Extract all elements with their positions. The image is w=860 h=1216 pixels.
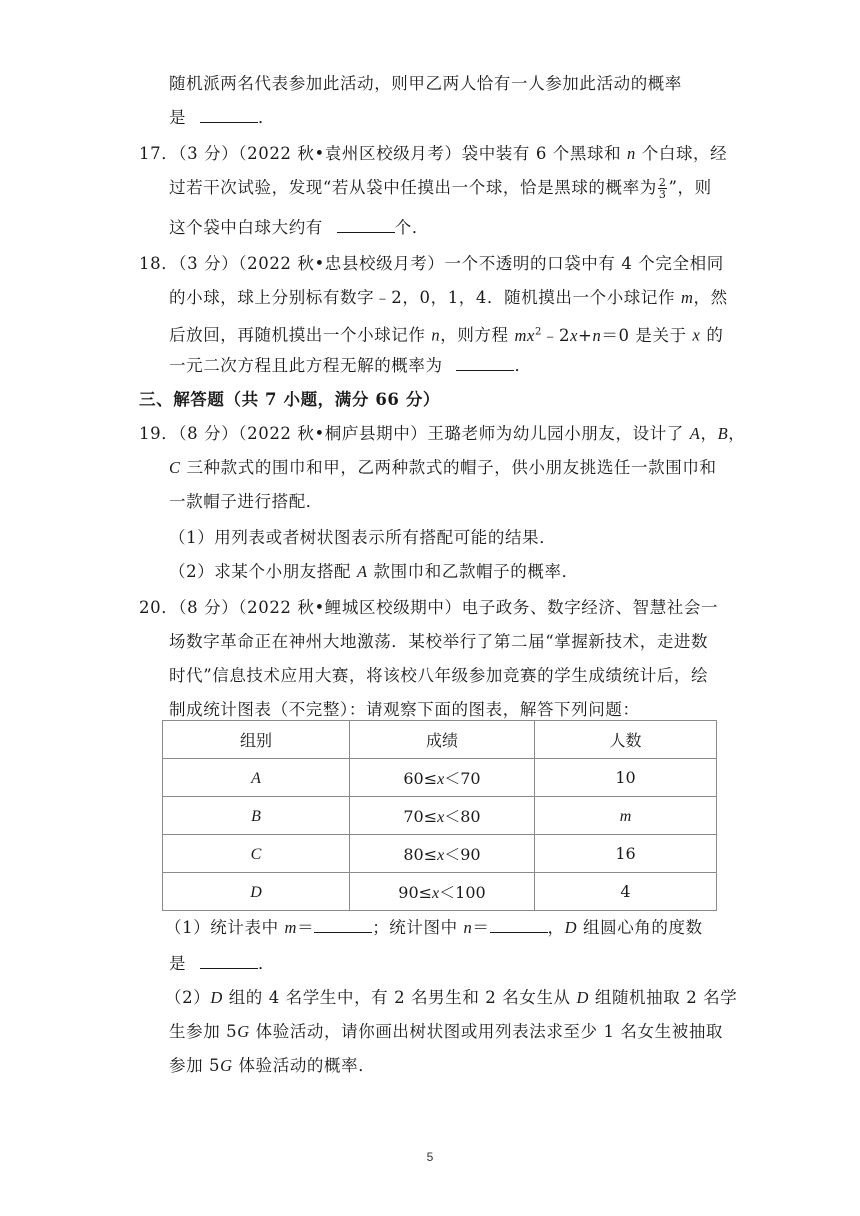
q16-line-2-prefix: 是 <box>169 108 187 127</box>
group-label: A <box>251 769 261 787</box>
q19-sub-2-a: A <box>356 562 368 581</box>
table-cell-count: 4 <box>535 873 717 911</box>
q17-var-n: n <box>627 144 636 163</box>
group-label: D <box>250 883 262 901</box>
q17-frac-denominator: 3 <box>658 188 667 201</box>
q17-line-2 <box>169 176 712 200</box>
q19-line-3: 一款帽子进行搭配． <box>169 492 323 511</box>
q18-line-4-suffix: ． <box>514 356 532 375</box>
q20-sub-1-line-2-prefix: 是 <box>169 954 187 973</box>
q20-sub-2-suffix: 组随机抽取 2 名学 <box>589 988 738 1007</box>
q18-eq-rest-b: + <box>578 325 593 345</box>
q20-sub-2-line-3 <box>169 1054 375 1078</box>
q18-line-3-mid: ，则方程 <box>440 325 515 345</box>
q18-eq-var-x: x <box>692 325 701 345</box>
q20-sub-2-line-2-a: 生参加 5 <box>169 1022 238 1041</box>
table-row <box>163 759 717 797</box>
q18-eq-rest-a: ﹣2 <box>541 325 571 345</box>
q16-line-2 <box>169 106 275 130</box>
range-lo: 60≤ <box>403 769 438 788</box>
q18-line-2 <box>169 286 728 310</box>
q20-sub-2-line-3-b: 体验活动的概率． <box>232 1056 376 1075</box>
q17-answer-blank <box>337 216 395 233</box>
table-cell-range <box>350 873 535 911</box>
range-var: x <box>437 847 445 864</box>
q20-sub-2-prefix: （2） <box>165 988 211 1007</box>
q20-sub-2-line-2-g: G <box>237 1022 250 1041</box>
q20-angle-blank <box>200 952 258 969</box>
q16-line-1: 随机派两名代表参加此活动，则甲乙两人恰有一人参加此活动的概率 <box>169 74 682 93</box>
table-cell-count <box>535 797 717 835</box>
table-cell-group <box>163 797 350 835</box>
q20-sub-1-comma: ， <box>547 918 565 937</box>
q18-line-3 <box>169 320 723 348</box>
q20-sub-1-line-2 <box>169 952 275 976</box>
page-number: 5 <box>426 1150 434 1164</box>
table-cell-group <box>163 873 350 911</box>
table-cell-count: 10 <box>535 759 717 797</box>
q18-line-4 <box>169 354 532 378</box>
count-var-m: m <box>619 807 632 825</box>
q17-line-3 <box>169 216 429 240</box>
q20-sub-1-d: D <box>564 918 578 937</box>
q18-eq-n: n <box>592 325 602 345</box>
q17-line-2-prefix: 过若干次试验，发现“若从袋中任摸出一个球，恰是黑球的概率为 <box>169 178 657 197</box>
q19-option-c: C <box>169 458 181 477</box>
table-header-score: 成绩 <box>350 721 535 759</box>
q20-line-4: 制成统计图表（不完整）：请观察下面的图表，解答下列问题： <box>169 700 640 719</box>
table-row <box>163 797 717 835</box>
q20-sub-1-eq-2: ＝ <box>472 918 490 937</box>
q16-line-2-suffix: ． <box>257 108 276 127</box>
range-var: x <box>437 771 445 788</box>
range-lo: 90≤ <box>398 883 433 902</box>
q19-option-b: B <box>717 424 729 443</box>
q18-line-2-suffix: ，然 <box>693 288 728 307</box>
q19-comma-1: ， <box>700 424 718 443</box>
q20-line-2: 场数字革命正在神州大地激荡．某校举行了第二届“掌握新技术，走进数 <box>169 632 709 651</box>
q20-line-3: 时代”信息技术应用大赛，将该校八年级参加竞赛的学生成绩统计后，绘 <box>169 666 709 685</box>
q20-sub-2-mid: 组的 4 名学生中，有 2 名男生和 2 名女生从 <box>222 988 577 1007</box>
q19-option-a: A <box>689 424 701 443</box>
q20-sub-2-d: D <box>210 988 223 1007</box>
table-header-group: 组别 <box>163 721 350 759</box>
range-hi: ＜100 <box>439 883 486 902</box>
q20-sub-2-d2: D <box>576 988 590 1007</box>
table-cell-count: 16 <box>535 835 717 873</box>
q20-sub-1-suffix: 组圆心角的度数 <box>577 918 703 937</box>
range-var: x <box>437 809 445 826</box>
q18-eq-x: x <box>527 325 535 345</box>
section-3-heading: 三、解答题（共 7 小题，满分 66 分） <box>139 390 441 409</box>
table-cell-range <box>350 797 535 835</box>
table-row <box>163 873 717 911</box>
q18-answer-blank <box>456 354 514 371</box>
q20-sub-2-line-1 <box>165 986 737 1010</box>
q20-sub-1-line-2-suffix: ． <box>257 954 276 973</box>
q18-line-1: 18．（3 分）（2022 秋•忠县校级月考）一个不透明的口袋中有 4 个完全相同 <box>139 254 724 273</box>
table-header-row <box>163 721 717 759</box>
q20-sub-1-n: n <box>463 918 473 937</box>
q20-sub-1-eq-1: ＝ <box>297 918 315 937</box>
group-label: C <box>250 845 262 863</box>
range-lo: 70≤ <box>403 807 438 826</box>
score-table <box>162 720 717 911</box>
q19-sub-1: （1）用列表或者树状图表示所有搭配可能的结果． <box>169 528 557 547</box>
q19-line-2-rest: 三种款式的围巾和甲，乙两种款式的帽子，供小朋友挑选任一款围巾和 <box>180 458 717 477</box>
q17-line-1 <box>139 142 727 166</box>
table-cell-group <box>163 835 350 873</box>
q18-eq-x2: x <box>570 325 579 345</box>
table-cell-group <box>163 759 350 797</box>
q20-sub-2-line-3-g: G <box>220 1056 233 1075</box>
q18-line-3-prefix: 后放回，再随机摸出一个小球记作 <box>169 325 432 345</box>
table-header-count: 人数 <box>535 721 717 759</box>
q20-n-blank <box>490 916 548 933</box>
q19-comma-2: ， <box>728 424 746 443</box>
table-cell-range <box>350 759 535 797</box>
group-label: B <box>251 807 261 825</box>
q18-eq-m: m <box>514 325 527 345</box>
range-hi: ＜70 <box>444 769 481 788</box>
q20-line-1: 20．（8 分）（2022 秋•鲤城区校级期中）电子政务、数字经济、智慧社会一 <box>139 598 719 617</box>
q17-number: 17．（3 分）（2022 秋•袁州区校级月考）袋中装有 6 个黑球和 <box>139 144 628 163</box>
range-lo: 80≤ <box>403 845 438 864</box>
range-hi: ＜80 <box>444 807 481 826</box>
q20-m-blank <box>314 916 372 933</box>
q18-var-m: m <box>680 288 694 307</box>
q17-line-2-suffix: ”，则 <box>668 178 712 197</box>
q17-line-3-suffix: 个． <box>394 218 429 237</box>
q20-sub-2-line-3-a: 参加 5 <box>169 1056 221 1075</box>
table-row <box>163 835 717 873</box>
q16-answer-blank <box>200 106 258 123</box>
q19-line-1-prefix: 19．（8 分）（2022 秋•桐庐县期中）王璐老师为幼儿园小朋友，设计了 <box>139 424 690 443</box>
q19-sub-2-prefix: （2）求某个小朋友搭配 <box>169 562 357 581</box>
q18-equation <box>514 326 692 345</box>
q20-sub-1-prefix: （1）统计表中 <box>165 918 285 937</box>
q19-line-2 <box>169 456 717 480</box>
q17-line-1-suffix: 个白球，经 <box>635 144 728 163</box>
q18-eq-sup: 2 <box>534 326 542 337</box>
q18-eq-rest-c: ＝0 是关于 <box>601 325 693 345</box>
q18-line-3-suffix: 的 <box>700 325 724 345</box>
q19-sub-2-suffix: 款围巾和乙款帽子的概率． <box>367 562 579 581</box>
range-hi: ＜90 <box>444 845 481 864</box>
range-var: x <box>432 885 440 902</box>
q18-var-n: n <box>431 325 441 345</box>
q20-sub-1-line-1 <box>165 916 703 940</box>
q18-line-4-prefix: 一元二次方程且此方程无解的概率为 <box>169 356 443 375</box>
q20-sub-1-mid: ；统计图中 <box>372 918 464 937</box>
q17-frac-numerator: 2 <box>658 176 667 189</box>
q20-sub-2-line-2-b: 体验活动，请你画出树状图或用列表法求至少 1 名女生被抽取 <box>249 1022 724 1041</box>
q17-line-3-prefix: 这个袋中白球大约有 <box>169 218 323 237</box>
q20-sub-1-m: m <box>284 918 298 937</box>
q18-line-2-prefix: 的小球，球上分别标有数字﹣2，0，1，4．随机摸出一个小球记作 <box>169 288 681 307</box>
q17-fraction <box>658 177 668 200</box>
q20-sub-2-line-2 <box>169 1020 723 1044</box>
q19-line-1 <box>139 422 745 446</box>
q19-sub-2 <box>169 560 579 584</box>
table-cell-range <box>350 835 535 873</box>
